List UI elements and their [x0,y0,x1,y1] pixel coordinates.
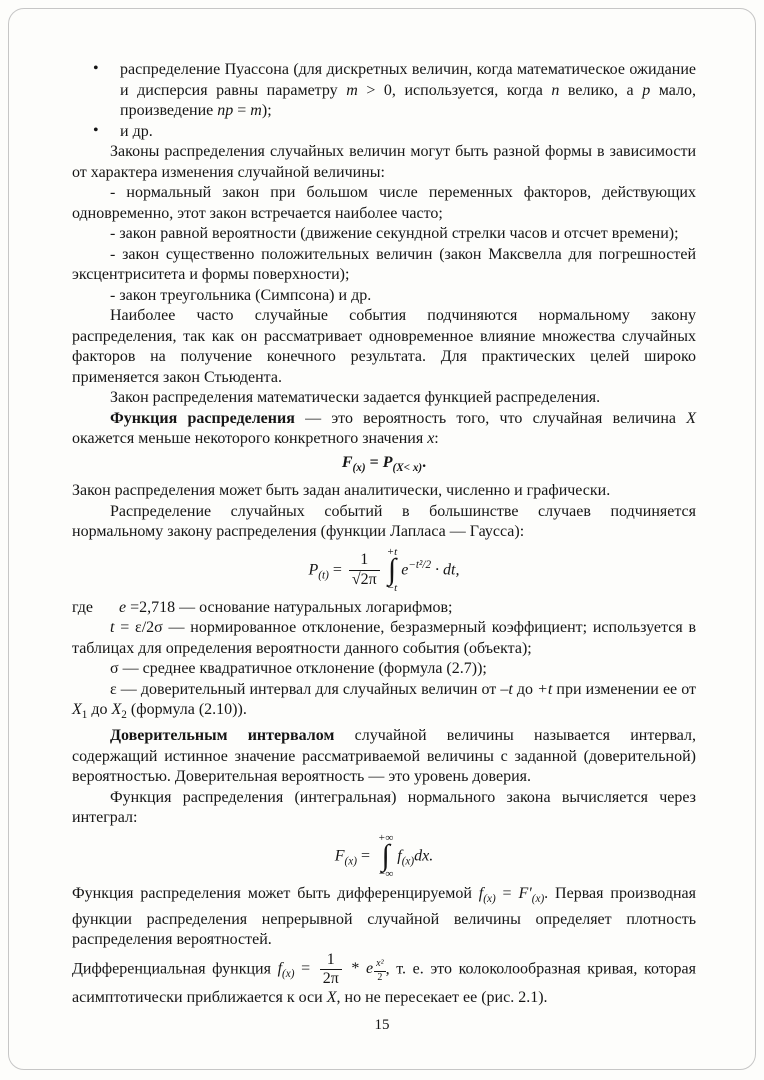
integrand: f [397,846,402,864]
fraction [320,951,342,989]
formula-distribution-function: $F_{(x)} = P_{(X< x)}$. [341,453,427,474]
bullet-item-text: распределение Пуассона (для дискретных величин, когда математическое ожидание и дисперсия равны параметру m > 0, используется, когда n велико, а p мало, произведение np = m); [120,61,697,119]
equals-sign: = [356,846,374,864]
bullet-icon: • [93,121,99,139]
paragraph-laplace-gauss: Распределение случайных событий в большинстве случаев подчиняется нормальному закону распределения (функции Лапласа — Гаусса): [72,502,696,541]
formula-lhs: F [334,846,345,864]
integral-upper-limit: +t [386,545,398,558]
bullet-item-text: и др. [120,122,153,140]
paragraph-prefix: Дифференциальная функция [72,960,278,978]
paragraph-sigma-definition: σ — среднее квадратичное отклонение (формула (2.7)); [110,660,487,678]
fraction-numerator: 1 [349,551,380,570]
integral-upper-limit: +∞ [377,831,394,844]
paragraph-distribution-function-definition: Функция распределения — это вероятность того, что случайная величина X окажется меньше некоторого конкретного значения x: [72,409,696,447]
formula-lhs: f [277,960,283,978]
paragraph-analytic: Закон распределения может быть задан аналитически, численно и графически. [72,482,611,500]
paragraph-dash-simpson: - закон треугольника (Симпсона) и др. [110,286,372,304]
paragraph-math-definition: Закон распределения математически задается функцией распределения. [110,389,601,406]
formula-lhs-subscript: (x) [344,855,357,868]
radical-sign: √ [351,570,361,588]
paragraph-suffix: , т. е. это колоколообразная кривая, которая асимптотически приближается к оси X, но не пересекает ее (рис. 2.1). [72,960,697,1007]
fraction-denominator: 2π [322,970,339,988]
fraction-numerator: 1 [320,951,342,970]
paragraph-dash-equal-probability: - закон равной вероятности (движение секундной стрелки часов и отсчет времени); [110,225,679,242]
integral-with-limits [378,832,393,881]
paragraph-integral-function: Функция распределения (интегральная) нормального закона вычисляется через интеграл: [72,788,696,827]
exponent-denominator: 2 [377,971,383,983]
bullet-item-poisson [93,60,697,122]
paragraph-epsilon-definition: ε — доверительный интервал для случайных величин от –t до +t при изменении ее от $X_1$ до $X_2$ (формула (2.10)). [72,680,697,722]
equals-sign: = [294,960,317,978]
bullet-icon: • [93,60,99,77]
formula-lhs-subscript: (t) [318,569,329,582]
exponent-fraction [374,958,385,984]
integral-sign: ∫ [381,839,390,873]
exponent: −t²/2 [408,558,432,571]
integral-lower-limit: −∞ [377,868,394,881]
formula-lhs: P [308,561,319,578]
paragraph-confidence-interval: Доверительным интервалом случайной величины называется интервал, содержащий истинное значение рассматриваемой величины с заданной (доверительной) вероятностью. Доверительная вероятность — это уровень доверия. [72,727,697,786]
differential-term: · dt, [431,561,460,578]
text-column [72,60,696,1009]
formula-lhs-subscript: (x) [282,968,295,981]
paragraph-differential-function [72,951,696,1009]
multiplication-sign: * [344,960,367,978]
equals-sign: = [328,561,346,578]
integral-with-limits [387,546,397,595]
formula-cumulative-integral [72,832,696,881]
bullet-list [72,60,696,142]
integrand-subscript: (x) [401,855,415,868]
paragraph-differentiable: Функция распределения может быть дифференцируемой $f_{(x)} = F'_{(x)}$. Первая производная функции распределения непрерывной случайной величины определяет плотность распределения вероятностей. [72,884,696,949]
radicand: 2π [360,570,377,588]
exponential-base: e [401,561,409,578]
paragraph-dash-normal-law: - нормальный закон при большом числе переменных факторов, действующих одновременно, этот закон встречается наиболее часто; [72,184,696,222]
exponential-base: e [366,960,374,978]
paragraph-laws: Законы распределения случайных величин могут быть разной формы в зависимости от характера изменения случайной величины: [72,143,696,181]
bullet-item-etc [93,121,696,143]
paragraph-t-definition: t = ε/2σ — нормированное отклонение, безразмерный коэффициент; используется в таблицах для определения вероятности данного события (объекта); [72,619,696,657]
paragraph-where-e: где e =2,718 — основание натуральных логарифмов; [72,598,453,616]
integral-lower-limit: −t [386,582,398,595]
paragraph-normal-law-frequency: Наиболее часто случайные события подчиняются нормальному закону распределения, так как он рассматривает одновременное влияние множества случайных факторов на получение конечного результата. Для практических целей широко применяется закон Стьюдента. [72,307,696,386]
differential-term: dx. [414,846,434,864]
integral-sign: ∫ [387,553,397,587]
page-number: 15 [374,1017,390,1033]
exponent-numerator: x² [374,958,385,972]
formula-laplace-gauss [72,546,696,595]
fraction-denominator [349,571,380,589]
paragraph-dash-maxwell: - закон существенно положительных величин (закон Максвелла для погрешностей эксцентриситета и формы поверхности); [72,245,696,283]
fraction [349,551,380,589]
